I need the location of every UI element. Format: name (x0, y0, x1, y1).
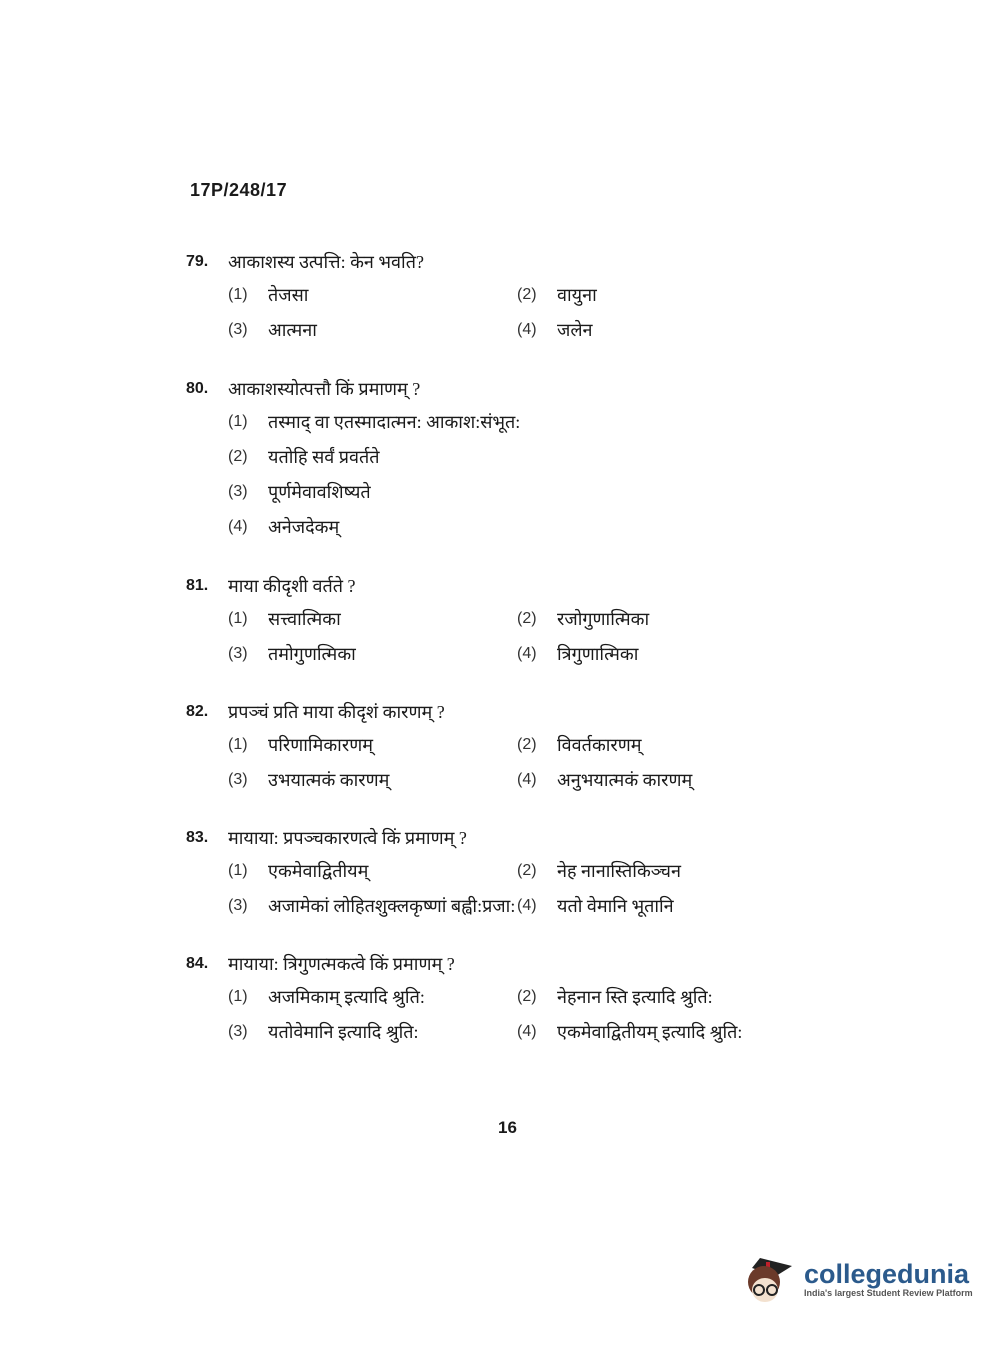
option-text: सत्त्वात्मिका (268, 608, 341, 629)
option-row (228, 888, 806, 923)
option-number: (1) (228, 735, 248, 753)
question-text: प्रपञ्चं प्रति माया कीदृशं कारणम् ? (228, 702, 445, 722)
option-text: नेह नानास्तिकिञ्चन (557, 860, 681, 881)
option[interactable] (517, 859, 806, 883)
question-79 (186, 247, 806, 347)
question-number: 82. (186, 703, 209, 720)
option-text: यतोवेमानि इत्यादि श्रुति: (268, 1021, 419, 1042)
option-number: (1) (228, 285, 248, 303)
option-text: विवर्तकारणम् (557, 734, 642, 755)
question-83 (186, 823, 806, 923)
option[interactable] (228, 480, 527, 504)
option-text: आत्मना (268, 319, 317, 340)
option[interactable] (228, 607, 517, 631)
option-number: (3) (228, 1022, 248, 1040)
question-number: 81. (186, 577, 209, 594)
option-row (228, 853, 806, 888)
option-text: यतो वेमानि भूतानि (557, 895, 674, 916)
option-number: (1) (228, 609, 248, 627)
option[interactable] (228, 894, 517, 918)
option-text: तमोगुणत्मिका (268, 643, 356, 664)
option-number: (2) (517, 735, 537, 753)
option-text: उभयात्मकं कारणम् (268, 769, 390, 790)
option[interactable] (228, 642, 517, 666)
option-row (228, 636, 806, 671)
option[interactable] (517, 642, 806, 666)
option[interactable] (228, 985, 517, 1009)
option[interactable] (517, 1020, 806, 1044)
option[interactable] (517, 283, 806, 307)
option[interactable] (228, 445, 527, 469)
option-row (228, 312, 806, 347)
option-number: (2) (517, 609, 537, 627)
option-text: अनेजदेकम् (268, 516, 340, 537)
option-number: (3) (228, 644, 248, 662)
brand-name: collegedunia (804, 1259, 970, 1289)
option[interactable] (517, 894, 806, 918)
brand-tagline: India's largest Student Review Platform (804, 1288, 973, 1298)
option-row (228, 509, 806, 544)
option-text: तस्माद् वा एतस्मादात्मन: आकाश:संभूत: (268, 411, 521, 432)
option-text: एकमेवाद्वितीयम् (268, 860, 369, 881)
question-text: आकाशस्य उत्पत्ति: केन भवति? (228, 252, 424, 272)
question-stem (186, 949, 806, 979)
question-stem (186, 247, 806, 277)
question-84 (186, 949, 806, 1049)
question-number: 79. (186, 253, 209, 270)
option-text: अजामेकां लोहितशुक्लकृष्णां बह्वी:प्रजा: (268, 895, 516, 916)
option[interactable] (517, 607, 806, 631)
question-text: माया कीदृशी वर्तते ? (228, 576, 356, 596)
option-text: नेहनान स्ति इत्यादि श्रुति: (557, 986, 713, 1007)
option[interactable] (228, 768, 517, 792)
option[interactable] (228, 515, 527, 539)
question-82 (186, 697, 806, 797)
option[interactable] (517, 985, 806, 1009)
option-number: (3) (228, 320, 248, 338)
option-row (228, 979, 806, 1014)
option[interactable] (228, 283, 517, 307)
option-row (228, 474, 806, 509)
option-number: (4) (517, 644, 537, 662)
question-81 (186, 571, 806, 671)
option-number: (1) (228, 987, 248, 1005)
option[interactable] (228, 1020, 517, 1044)
option-number: (3) (228, 770, 248, 788)
option-row (228, 727, 806, 762)
question-stem (186, 374, 806, 404)
question-number: 83. (186, 829, 209, 846)
question-stem (186, 697, 806, 727)
option-number: (2) (517, 987, 537, 1005)
paper-code: 17P/248/17 (190, 180, 288, 200)
option[interactable] (228, 410, 527, 434)
option-number: (4) (517, 896, 537, 914)
option-text: त्रिगुणात्मिका (557, 643, 639, 664)
option-row (228, 601, 806, 636)
option-text: जलेन (557, 319, 593, 340)
option-number: (2) (517, 861, 537, 879)
page-number: 16 (498, 1118, 517, 1137)
option-number: (1) (228, 412, 248, 430)
question-number: 84. (186, 955, 209, 972)
option-number: (2) (228, 447, 248, 465)
question-80 (186, 374, 806, 544)
option-text: अजमिकाम् इत्यादि श्रुति: (268, 986, 425, 1007)
question-text: मायाया: प्रपञ्चकारणत्वे किं प्रमाणम् ? (228, 828, 467, 848)
option-text: अनुभयात्मकं कारणम् (557, 769, 693, 790)
option-number: (4) (228, 517, 248, 535)
option-row (228, 404, 806, 439)
option-text: वायुना (557, 284, 597, 305)
option[interactable] (228, 318, 517, 342)
option-text: परिणामिकारणम् (268, 734, 373, 755)
option-number: (4) (517, 1022, 537, 1040)
option[interactable] (228, 733, 517, 757)
question-stem (186, 571, 806, 601)
question-text: मायाया: त्रिगुणत्मकत्वे किं प्रमाणम् ? (228, 954, 455, 974)
mascot-icon (742, 1250, 798, 1308)
option-text: एकमेवाद्वितीयम् इत्यादि श्रुति: (557, 1021, 743, 1042)
option-number: (4) (517, 320, 537, 338)
question-number: 80. (186, 380, 209, 397)
option-text: पूर्णमेवावशिष्यते (268, 481, 371, 502)
collegedunia-logo (742, 1250, 973, 1308)
option[interactable] (517, 768, 806, 792)
option-row (228, 762, 806, 797)
option-number: (2) (517, 285, 537, 303)
option-text: तेजसा (268, 284, 309, 305)
option-text: यतोहि सर्वं प्रवर्तते (268, 446, 380, 467)
option-number: (1) (228, 861, 248, 879)
option[interactable] (517, 733, 806, 757)
option[interactable] (517, 318, 806, 342)
option[interactable] (228, 859, 517, 883)
option-number: (3) (228, 896, 248, 914)
question-stem (186, 823, 806, 853)
option-row (228, 277, 806, 312)
option-row (228, 1014, 806, 1049)
option-number: (3) (228, 482, 248, 500)
option-number: (4) (517, 770, 537, 788)
option-row (228, 439, 806, 474)
question-text: आकाशस्योत्पत्तौ किं प्रमाणम् ? (228, 379, 421, 399)
option-text: रजोगुणात्मिका (557, 608, 650, 629)
